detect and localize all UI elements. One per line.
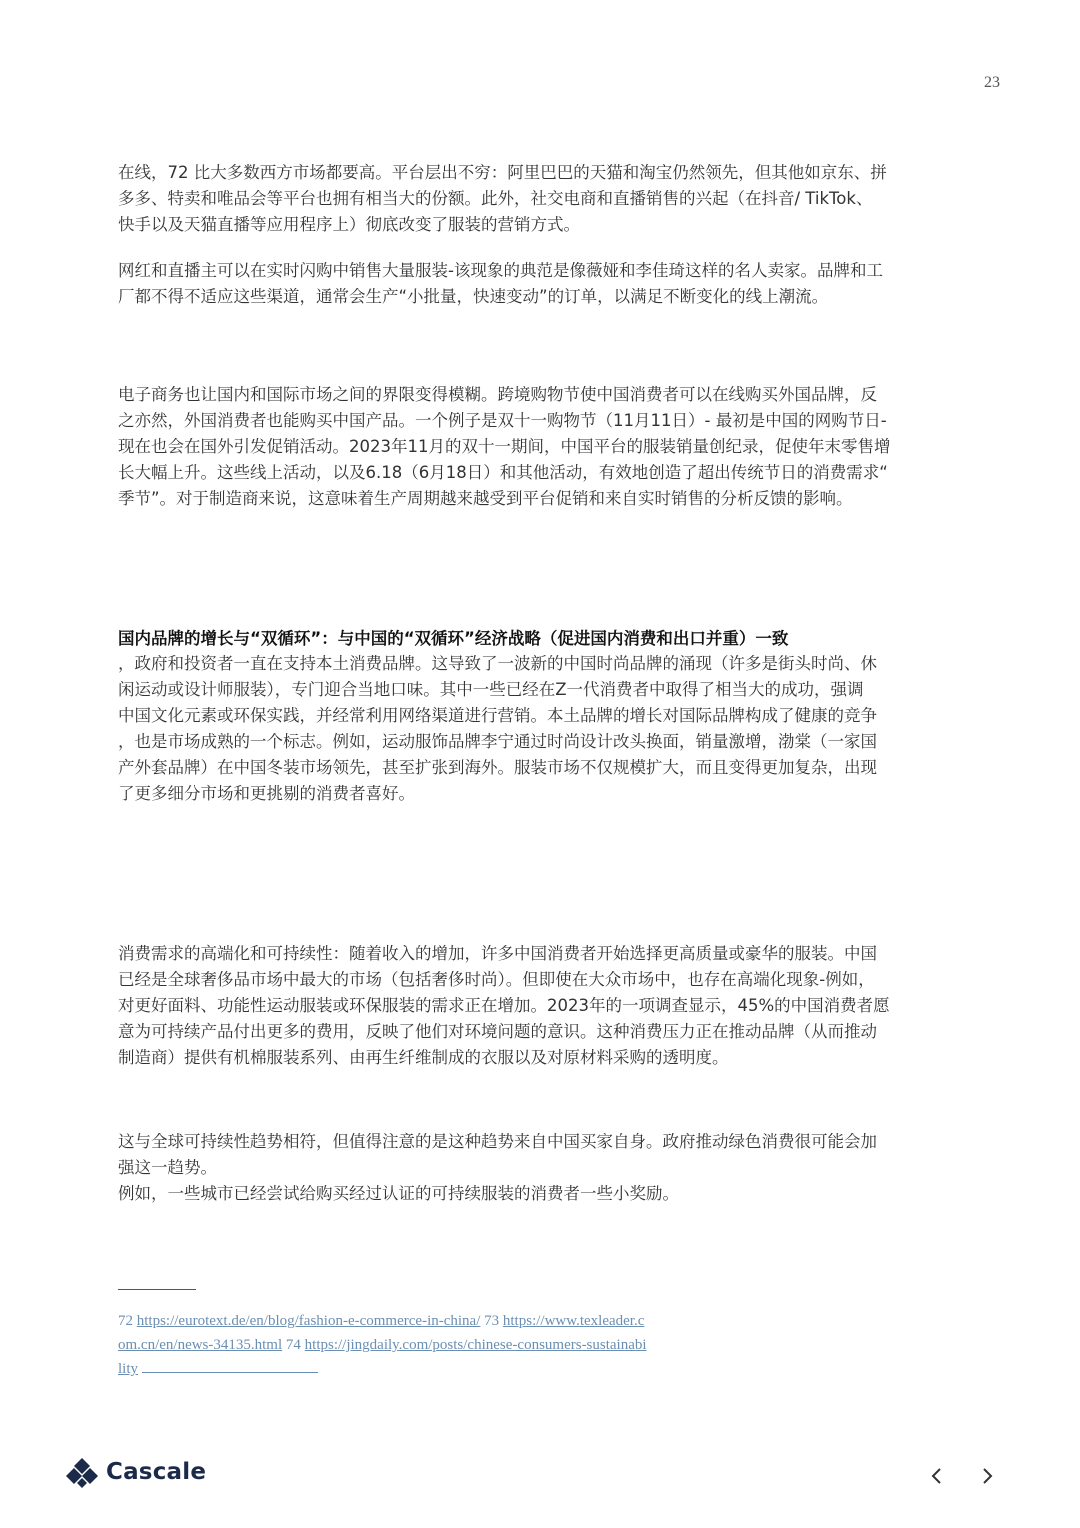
paragraph-cross-border: 电子商务也让国内和国际市场之间的界限变得模糊。跨境购物节使中国消费者可以在线购买外国品牌，反 之亦然，外国消费者也能购买中国产品。一个例子是双十一购物节（11月11日）- 最初是中国的网购节日- 现在也会在国外引发促销活动。2023年11月的双十一期间，中国平台的服装销量创纪录，促使年末零售增 长大幅上升。这些线上活动，以及6.18（6月18日）和其他活动，有效地创造了超出传统节日的消费需求“ 季节”。对于制造商来说，这意味着生产周期越来越受到平台促销和来自实时销售的分析反馈的影响。 <box>118 385 891 508</box>
footnote-link-72[interactable]: https://eurotext.de/en/blog/fashion-e-commerce-in-china/ <box>136 1313 481 1329</box>
brand-logo <box>66 1456 206 1488</box>
brand-name: Cascale <box>106 1459 207 1485</box>
paragraph-livestream-sellers: 网红和直播主可以在实时闪购中销售大量服装-该现象的典范是像薇娅和李佳琦这样的名人卖家。品牌和工 厂都不得不适应这些渠道，通常会生产“小批量，快速变动”的订单，以满足不断变化的线上潮流。 <box>118 261 883 306</box>
paragraph-premiumization: 消费需求的高端化和可持续性：随着收入的增加，许多中国消费者开始选择更高质量或豪华的服装。中国 已经是全球奢侈品市场中最大的市场（包括奢侈时尚）。但即使在大众市场中，也存在高端化现象-例如， 对更好面料、功能性运动服装或环保服装的需求正在增加。2023年的一项调查显示，45%的中国消费者愿 意为可持续产品付出更多的费用，反映了他们对环境问题的意识。这种消费压力正在推动品牌（从而推动 制造商）提供有机棉服装系列、由再生纤维制成的衣服以及对原材料采购的透明度。 <box>118 944 890 1067</box>
paragraph-ecommerce-platforms: 在线，72 比大多数西方市场都要高。平台层出不穷：阿里巴巴的天猫和淘宝仍然领先，但其他如京东、拼 多多、特卖和唯品会等平台也拥有相当大的份额。此外，社交电商和直播销售的兴起（在抖音/ TikTok、 快手以及天猫直播等应用程序上）彻底改变了服装的营销方式。 <box>118 163 887 234</box>
footnotes <box>118 1309 648 1381</box>
cascale-logo-icon <box>66 1456 98 1488</box>
page-number: 23 <box>984 74 1000 91</box>
footnote-number-74: 74 <box>285 1337 301 1353</box>
section-heading-domestic-brands: 国内品牌的增长与“双循环”：与中国的“双循环”经济战略（促进国内消费和出口并重）一致 <box>118 629 789 648</box>
chevron-left-icon <box>930 1467 944 1485</box>
footnote-underline <box>142 1358 318 1373</box>
footnote-number-72: 72 <box>118 1313 133 1329</box>
paragraph-sustainability-trend: 这与全球可持续性趋势相符，但值得注意的是这种趋势来自中国买家自身。政府推动绿色消费很可能会加 强这一趋势。 例如，一些城市已经尝试给购买经过认证的可持续服装的消费者一些小奖励。 <box>118 1132 877 1203</box>
next-page-button[interactable] <box>975 1462 999 1490</box>
footnote-divider <box>118 1289 196 1290</box>
chevron-right-icon <box>980 1467 994 1485</box>
footnote-link-74[interactable]: https://jingdaily.com/posts/chinese-consumers-sustainability <box>118 1337 647 1377</box>
footnote-link-73[interactable]: https://www.texleader.com.cn/en/news-34135.html <box>118 1313 645 1353</box>
paragraph-domestic-brands: ，政府和投资者一直在支持本土消费品牌。这导致了一波新的中国时尚品牌的涌现（许多是街头时尚、休 闲运动或设计师服装），专门迎合当地口味。其中一些已经在Z一代消费者中取得了相当大的成功，强调 中国文化元素或环保实践，并经常利用网络渠道进行营销。本土品牌的增长对国际品牌构成了健康的竞争 ，也是市场成熟的一个标志。例如，运动服饰品牌李宁通过时尚设计改头换面，销量激增，渤棠（一家国 产外套品牌）在中国冬装市场领先，甚至扩张到海外。服装市场不仅规模扩大，而且变得更加复杂，出现 了更多细分市场和更挑剔的消费者喜好。 <box>118 654 877 803</box>
previous-page-button[interactable] <box>925 1462 949 1490</box>
footnote-number-73: 73 <box>484 1313 500 1329</box>
